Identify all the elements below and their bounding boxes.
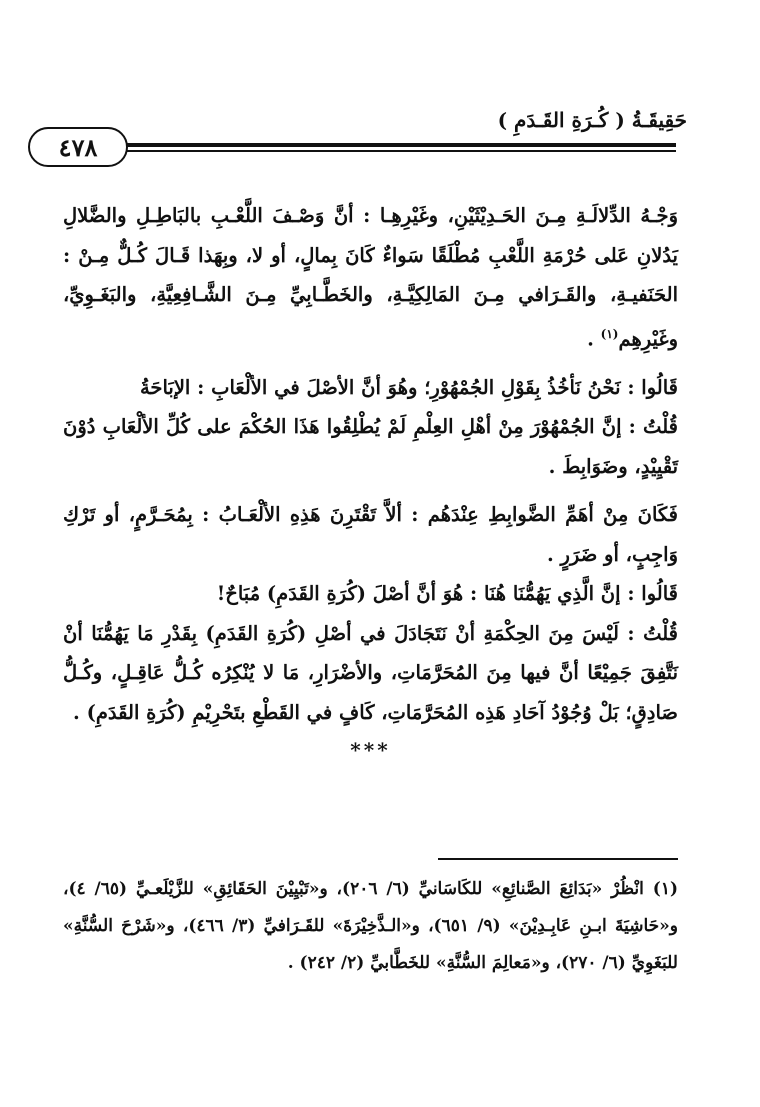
header-rule-thin (58, 150, 676, 152)
paragraph-end: . (587, 327, 601, 350)
paragraph-text: وَجْـهُ الدِّلالَـةِ مِـنَ الحَـدِيْثَيْنِ، وغَيْرِهِـا : أنَّ وَصْـفَ اللَّعْـبِ بالبَاطِـلِ والضَّلالِ يَدُلانِ عَلى حُرْمَةِ اللَّعْبِ مُطْلَقًا سَواءٌ كَانَ بِمالٍ، أو لا، وبِهَذا قَـالَ كُـلٌّ مِـنْ : الحَنَفيـةِ، والقَـرَافي مِـنَ المَالِكِيَّـةِ، والخَطَّـابِيِّ مِـنَ الشَّـافِعِيَّةِ، والبَغَـوِيِّ، وغَيْرِهِم (63, 204, 678, 350)
page-number: ٤٧٨ (28, 127, 128, 167)
paragraph: فَكَانَ مِنْ أهَمِّ الضَّوابِطِ عِنْدَهُم : ألاَّ تَقْتَرِنَ هَذِهِ الألْعَـابُ : بِمُحَـرَّمٍ، أو تَرْكِ وَاجِبٍ، أو ضَرَرٍ . (63, 503, 678, 566)
section-separator: *** (350, 738, 391, 762)
paragraph: قَالُوا : نَحْنُ نَأخُذُ بِقَوْلِ الجُمْهُوْرِ؛ وهُوَ أنَّ الأصْلَ في الألْعَابِ : الإبَاحَةُ (139, 375, 678, 399)
running-title: حَقِيقَـةُ ( كُـرَةِ القَـدَمِ ) (497, 108, 687, 132)
paragraph: قَالُوا : إنَّ الَّذِي يَهُمُّنَا هُنَا : هُوَ أنَّ أصْلَ (كُرَةِ القَدَمِ) مُبَاحٌ! (216, 582, 678, 605)
main-text (63, 196, 678, 768)
paragraph (63, 196, 678, 359)
footnote: (١) انْظُرْ «بَدَائِعَ الصَّنائِعِ» للكَاسَانيِّ (٦/ ٢٠٦)، و«تَبْيِيْنَ الحَقَائِقِ» للزَّيْلَعـيِّ (٦٥/ ٤)، و«حَاشِيَةَ ابـنِ عَابِـدِيْنَ» (٩/ ٦٥١)، و«الـذَّخِيْرَةَ» للقَـرَافيِّ (٣/ ٤٦٦)، و«شَرْحَ السُّنَّةِ» للبَغَوِيِّ (٦/ ٢٧٠)، و«مَعالِمَ السُّنَّةِ» للخَطَّابيِّ (٢/ ٢٤٢) . (63, 879, 678, 973)
footnote-marker: (١) (600, 326, 619, 341)
header-rule-thick (58, 143, 676, 147)
paragraph: قُلْتُ : لَيْسَ مِنَ الحِكْمَةِ أنْ نَتَجَادَلَ في أصْلِ (كُرَةِ القَدَمِ) بِقَدْرِ مَا يَهُمُّنَا أنْ نَتَّفِقَ جَمِيْعًا أنَّ فيها مِنَ المُحَرَّمَاتِ، والأضْرَارِ، مَا لا يُنْكِرُه كُـلُّ عَاقِـلٍ، وكُـلُّ صَادِقٍ؛ بَلْ وُجُوْدُ آحَادِ هَذِه المُحَرَّمَاتِ، كَافٍ في القَطْعِ بتَحْرِيْمِ (كُرَةِ القَدَمِ) . (63, 621, 678, 724)
paragraph: قُلْتُ : إنَّ الجُمْهُوْرَ مِنْ أهْلِ العِلْمِ لَمْ يُطْلِقُوا هَذَا الحُكْمَ على كُلِّ الألْعَابِ دُوْنَ تَقْيِيْدٍ، وضَوَابِطَ . (63, 415, 678, 478)
footnotes (63, 871, 678, 982)
footnote-rule (438, 858, 678, 860)
